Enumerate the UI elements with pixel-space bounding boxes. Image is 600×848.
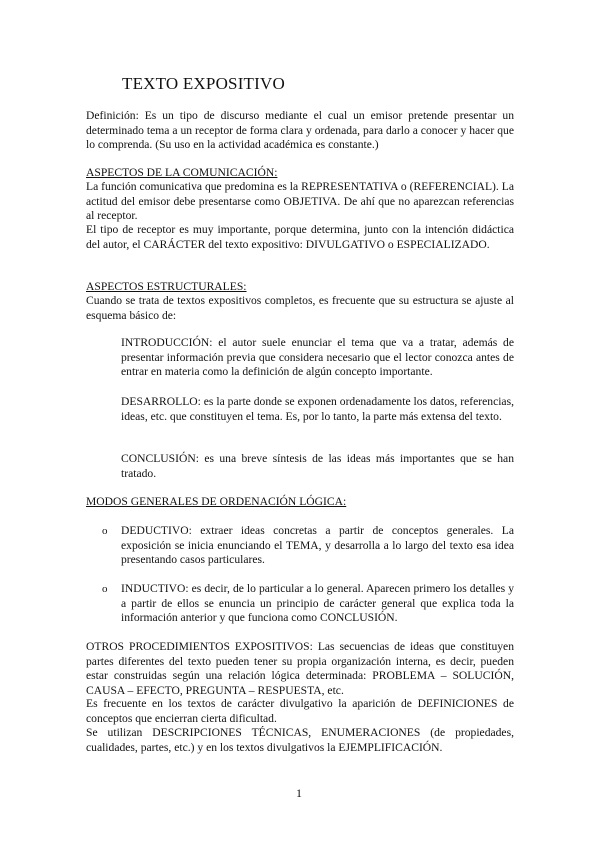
communication-paragraph-2: El tipo de receptor es muy importante, porque determina, junto con la intención didáctica del autor, el CARÁCTER del texto expositivo: DIVULGATIVO o ESPECIALIZADO. <box>86 223 514 251</box>
structure-intro: Cuando se trata de textos expositivos completos, es frecuente que su estructura se ajuste al esquema básico de: <box>86 294 514 322</box>
modes-heading: MODOS GENERALES DE ORDENACIÓN LÓGICA: <box>86 495 347 508</box>
communication-paragraph-1: La función comunicativa que predomina es la REPRESENTATIVA o (REFERENCIAL). La actitud del emisor debe presentarse como OBJETIVA. De ahí que no aparezcan referencias al receptor. <box>86 180 514 223</box>
mode-inductive: INDUCTIVO: es decir, de lo particular a lo general. Aparecen primero los detalles y a partir de ellos se enuncia un principio de carácter general que explica toda la información anterior y que funciona como CONCLUSIÓN. <box>121 582 514 625</box>
structure-part-introduction: INTRODUCCIÓN: el autor suele enunciar el tema que va a tratar, además de presentar información previa que considera necesario que el lector conozca antes de entrar en materia como la definición de algún concepto importante. <box>121 336 514 379</box>
structure-heading: ASPECTOS ESTRUCTURALES: <box>86 280 247 293</box>
definition-paragraph: Definición: Es un tipo de discurso mediante el cual un emisor pretende presentar un determinado tema a un receptor de forma clara y ordenada, para darlo a conocer y hacer que lo comprenda. (Su uso en la actividad académica es constante.) <box>86 109 514 152</box>
page-title: TEXTO EXPOSITIVO <box>122 74 285 93</box>
page-number: 1 <box>296 786 302 800</box>
structure-part-development: DESARROLLO: es la parte donde se exponen ordenadamente los datos, referencias, ideas, etc. que constituyen el tema. Es, por lo tanto, la parte más extensa del texto. <box>121 395 514 423</box>
other-procedures-paragraph: OTROS PROCEDIMIENTOS EXPOSITIVOS: Las secuencias de ideas que constituyen partes diferentes del texto pueden tener su propia organización interna, es decir, pueden estar construidas según una relación lógica determinada: PROBLEMA – SOLUCIÓN, CAUSA – EFECTO, PREGUNTA – RESPUESTA, etc. <box>86 640 514 697</box>
descriptions-paragraph: Se utilizan DESCRIPCIONES TÉCNICAS, ENUMERACIONES (de propiedades, cualidades, partes, etc.) y en los textos divulgativos la EJEMPLIFICACIÓN. <box>86 726 514 754</box>
definitions-paragraph: Es frecuente en los textos de carácter divulgativo la aparición de DEFINICIONES de conceptos que encierran cierta dificultad. <box>86 697 514 725</box>
mode-deductive: DEDUCTIVO: extraer ideas concretas a partir de conceptos generales. La exposición se inicia enunciando el TEMA, y desarrolla a lo largo del texto esa idea presentando casos particulares. <box>121 524 514 567</box>
structure-part-conclusion: CONCLUSIÓN: es una breve síntesis de las ideas más importantes que se han tratado. <box>121 452 514 480</box>
communication-heading: ASPECTOS DE LA COMUNICACIÓN: <box>86 166 278 179</box>
bullet-marker: o <box>102 525 108 537</box>
bullet-marker: o <box>102 583 108 595</box>
